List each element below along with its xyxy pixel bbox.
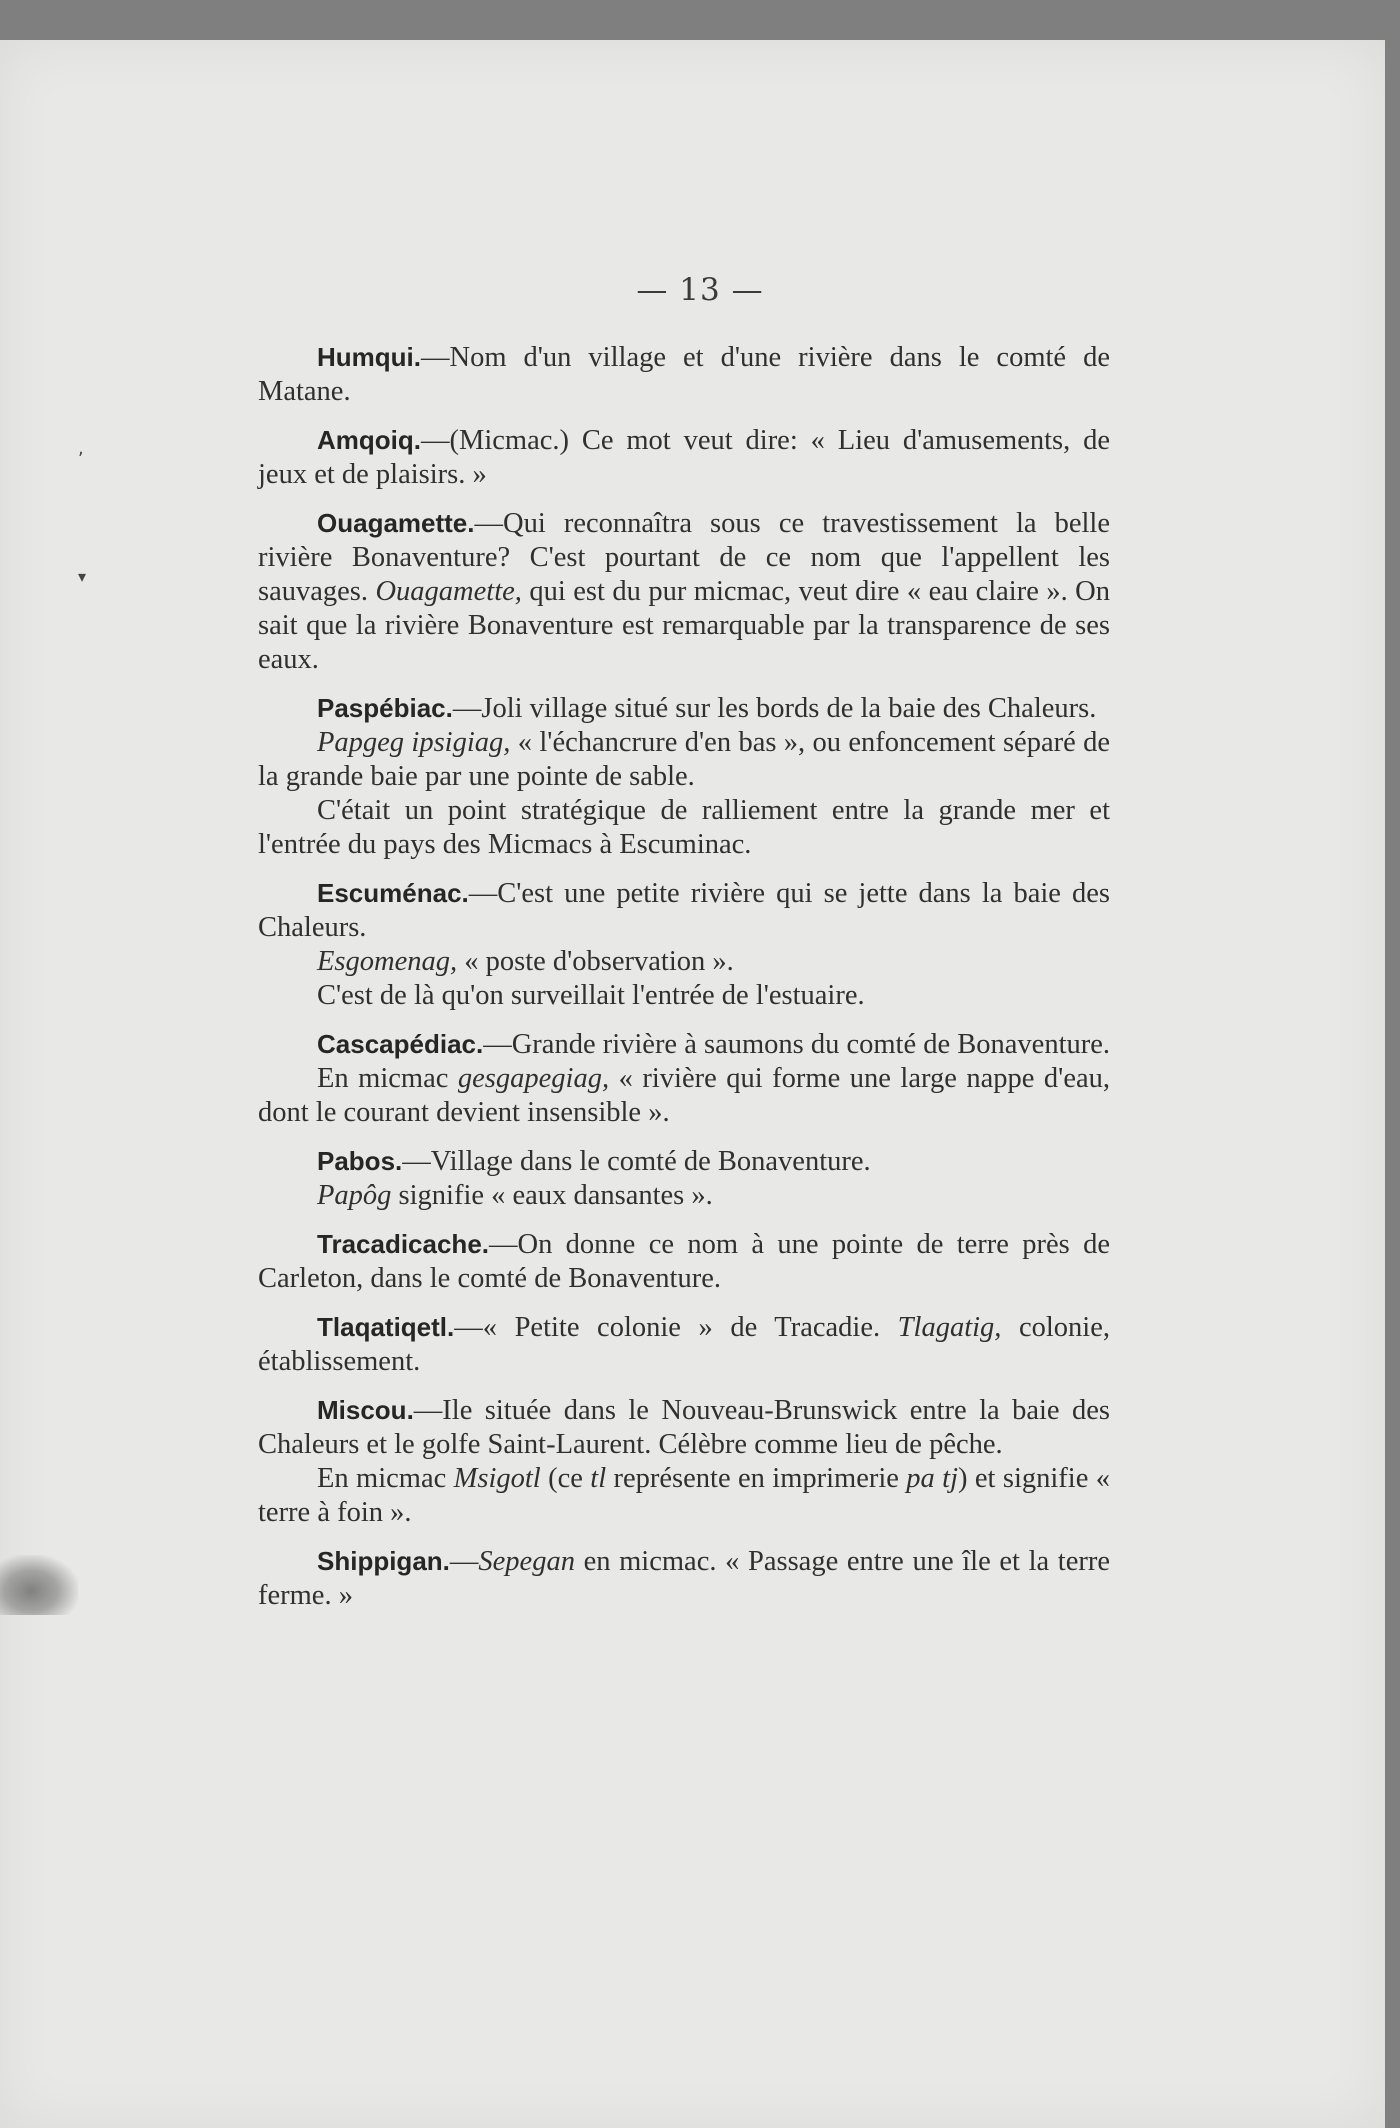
entry-paragraph [258, 794, 1110, 862]
entry-headword: Paspébiac. [317, 693, 453, 723]
text-run: —(Micmac.) Ce mot veut dire: « Lieu d'amusements, de jeux et de plaisirs. » [258, 425, 1110, 490]
entry-headword: Humqui. [317, 342, 421, 372]
text-run: —« Petite colonie » de Tracadie. [454, 1312, 898, 1343]
text-run: qui est du pur micmac, veut dire « eau claire ». On sait que la rivière Bonaventure est remarquable par la transparence de ses eaux. [258, 576, 1110, 675]
text-run: en micmac. « Passage entre une île et la terre ferme. » [258, 1546, 1110, 1611]
text-run: colonie, établissement. [258, 1312, 1110, 1377]
text-run: « rivière qui forme une large nappe d'eau, dont le courant devient insensible ». [258, 1063, 1110, 1128]
text-run: —On donne ce nom à une pointe de terre près de Carleton, dans le comté de Bonaventure. [258, 1229, 1110, 1294]
italic-term: Ouagamette, [375, 576, 522, 607]
entry [258, 506, 1110, 677]
entry-headword: Amqoiq. [317, 425, 421, 455]
text-run: C'est de là qu'on surveillait l'entrée de l'estuaire. [317, 980, 865, 1011]
entry-headword: Cascapédiac. [317, 1029, 484, 1059]
italic-term: Sepegan [478, 1546, 575, 1577]
italic-term: Msigotl [453, 1463, 541, 1494]
text-run: —Village dans le comté de Bonaventure. [402, 1146, 871, 1177]
text-run: —C'est une petite rivière qui se jette dans la baie des Chaleurs. [258, 878, 1110, 943]
text-run: représente en imprimerie [606, 1463, 907, 1494]
entry-paragraph [258, 1062, 1110, 1130]
entry-headword: Pabos. [317, 1146, 403, 1176]
text-run: « l'échancrure d'en bas », ou enfoncement séparé de la grande baie par une pointe de sable. [258, 727, 1111, 792]
entry-headword: Escuménac. [317, 878, 469, 908]
margin-dot: ▾ [78, 567, 87, 586]
entry-definition [258, 506, 1110, 677]
text-run: (ce [540, 1463, 591, 1494]
text-run: —Ile située dans le Nouveau-Brunswick entre la baie des Chaleurs et le golfe Saint-Laurent. Célèbre comme lieu de pêche. [258, 1395, 1110, 1460]
entry [258, 1144, 1110, 1213]
entry-definition [258, 340, 1110, 409]
entry-definition [258, 1393, 1110, 1462]
entry-definition [258, 1544, 1110, 1613]
entry-definition [258, 1227, 1110, 1296]
entry-paragraph [258, 1179, 1110, 1213]
italic-term: tl [590, 1463, 607, 1494]
entry [258, 1310, 1110, 1379]
entry-paragraph [258, 1462, 1110, 1530]
text-run: C'était un point stratégique de ralliement entre la grande mer et l'entrée du pays des Micmacs à Escuminac. [258, 795, 1110, 860]
entry-headword: Ouagamette. [317, 508, 475, 538]
text-run: signifie « eaux dansantes ». [391, 1180, 713, 1211]
margin-tick: , [78, 438, 84, 459]
italic-term: Tlagatig, [897, 1312, 1002, 1343]
entry-definition [258, 691, 1110, 726]
text-run: —Nom d'un village et d'une rivière dans le comté de Matane. [258, 342, 1110, 407]
entry [258, 876, 1110, 1013]
text-run: — [449, 1546, 479, 1577]
entry [258, 423, 1110, 492]
dictionary-entries [258, 340, 1110, 1627]
entry-definition [258, 876, 1110, 945]
entry-paragraph [258, 979, 1110, 1013]
italic-term: gesgapegiag, [457, 1063, 610, 1094]
margin-smudge [0, 1555, 78, 1615]
entry-paragraph [258, 945, 1110, 979]
text-run: —Qui reconnaîtra sous ce travestissement la belle rivière Bonaventure? C'est pourtant de ce nom que l'appellent les sauvages. [258, 508, 1110, 607]
entry-headword: Miscou. [317, 1395, 414, 1425]
entry-headword: Shippigan. [317, 1546, 450, 1576]
entry-definition [258, 1027, 1110, 1062]
text-run: —Grande rivière à saumons du comté de Bonaventure. [483, 1029, 1111, 1060]
entry [258, 1393, 1110, 1530]
entry-headword: Tracadicache. [317, 1229, 489, 1259]
italic-term: pa tj [906, 1463, 959, 1494]
text-run: ) et signifie « terre à foin ». [258, 1463, 1110, 1528]
entry [258, 1544, 1110, 1613]
italic-term: Esgomenag, [317, 946, 458, 977]
entry [258, 1227, 1110, 1296]
page-number: — 13 — [636, 272, 764, 308]
text-run: En micmac [317, 1463, 454, 1494]
entry-definition [258, 1144, 1110, 1179]
text-run: —Joli village situé sur les bords de la baie des Chaleurs. [452, 693, 1097, 724]
entry [258, 1027, 1110, 1130]
italic-term: Papôg [317, 1180, 392, 1211]
text-run: En micmac [317, 1063, 458, 1094]
entry [258, 691, 1110, 862]
entry-headword: Tlaqatiqetl. [317, 1312, 455, 1342]
entry-definition [258, 1310, 1110, 1379]
text-run: « poste d'observation ». [457, 946, 734, 977]
italic-term: Papgeg ipsigiag, [317, 727, 511, 758]
entry-paragraph [258, 726, 1110, 794]
entry [258, 340, 1110, 409]
entry-definition [258, 423, 1110, 492]
